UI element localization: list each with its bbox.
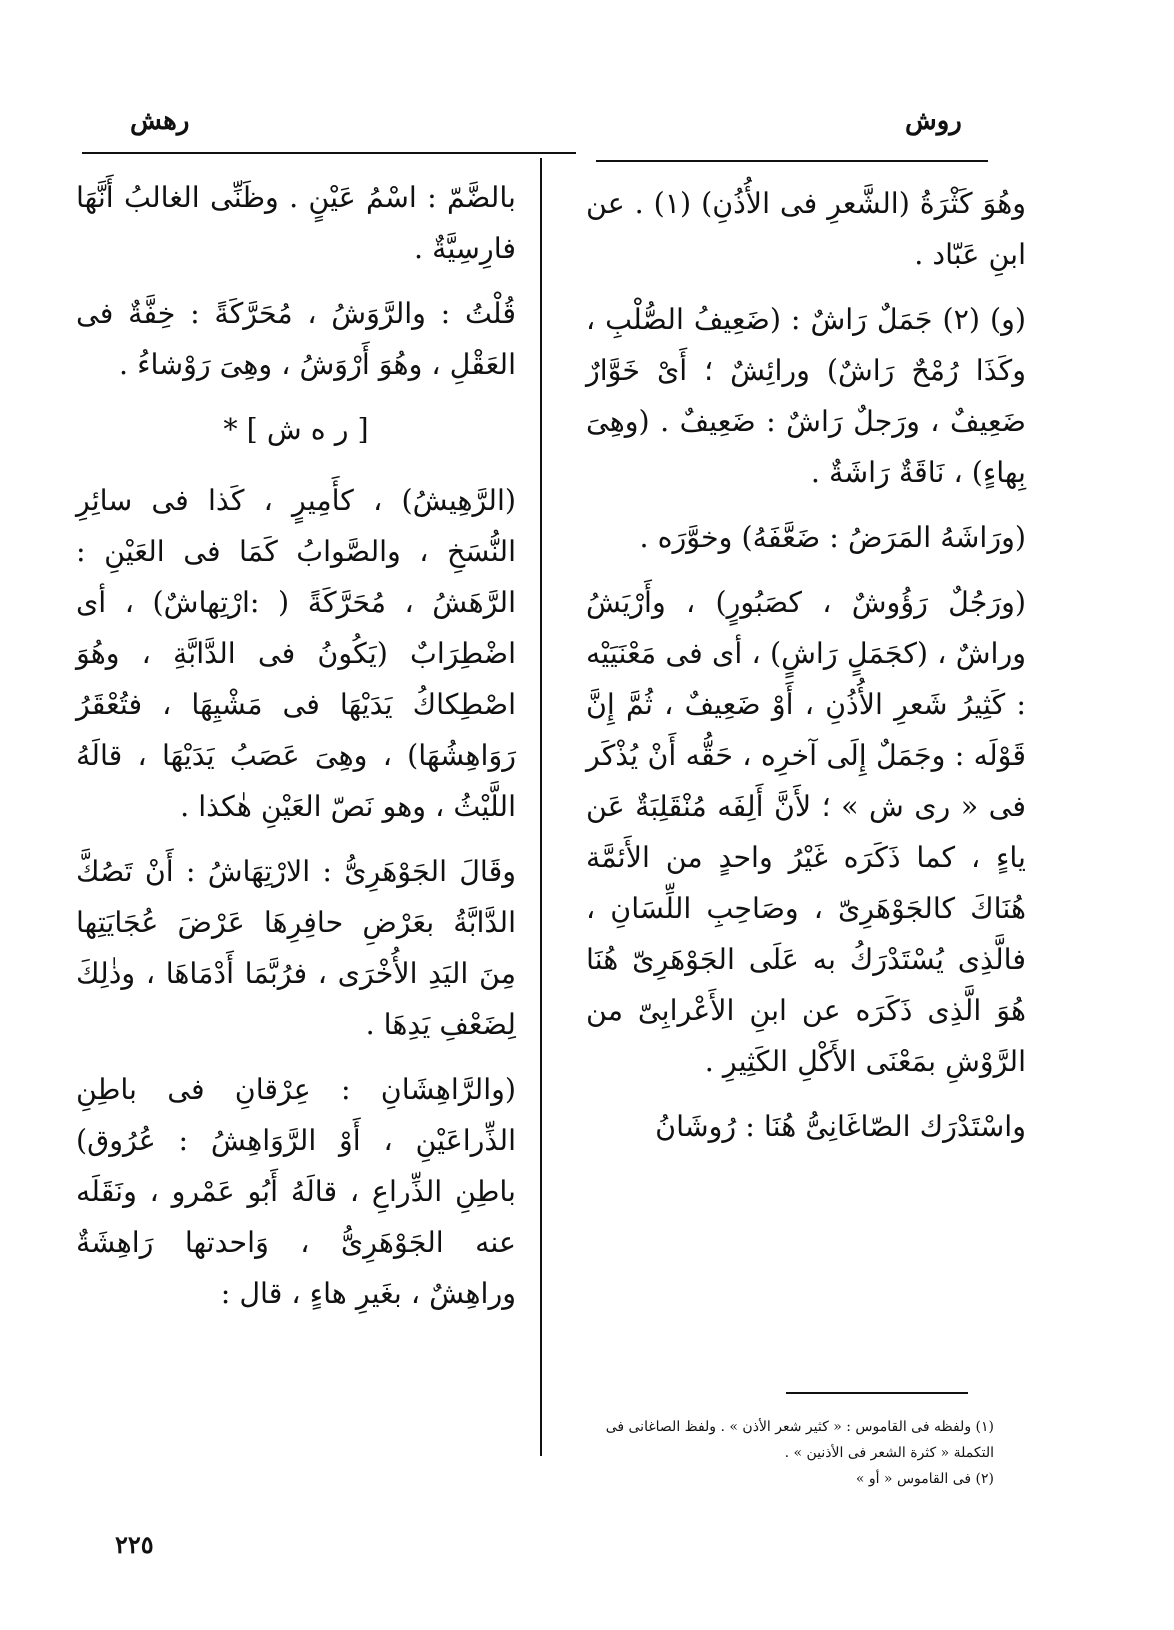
- right-paragraph: (ورَاشَهُ المَرَضُ : ضَعَّفَهُ) وخوَّرَه .: [639, 521, 1026, 554]
- footnotes: [574, 1414, 994, 1492]
- running-header-left: رهش: [130, 106, 190, 136]
- header-rule-left: [82, 152, 576, 154]
- header-rule-right: [596, 160, 988, 162]
- footnote: (١) ولفظه فى القاموس : « كثير شعر الأذن » . ولفظ الصاغانى فى التكملة « كثرة الشعر فى الأذنين » .: [605, 1419, 994, 1461]
- right-column: [586, 178, 1026, 1166]
- entry-heading: [ ر ه ش ] *: [223, 413, 369, 446]
- left-paragraph: قُلْتُ : والرَّوَشُ ، مُحَرَّكَةً : خِفَّةٌ فى العَقْلِ ، وهُوَ أَرْوَشُ ، وهِىَ رَوْشاءُ .: [76, 297, 516, 381]
- page-number: ٢٢٥: [115, 1530, 154, 1559]
- left-paragraph: (الرَّهِيشُ) ، كأَمِيرٍ ، كَذا فى سائِرِ النُّسَخِ ، والصَّوابُ كَمَا فى العَيْنِ : الرَّهَشُ ، مُحَرَّكَةً ( :ارْتِهاشٌ) ، أى اضْطِرَابٌ (يَكُونُ فى الدَّابَّةِ ، وهُوَ اصْطِكاكُ يَدَيْهَا فى مَشْيِهَا ، فتُعْقَرُ رَوَاهِشُهَا) ، وهِىَ عَصَبُ يَدَيْهَا ، قالَهُ اللَّيْثُ ، وهو نَصّ العَيْنِ هٰكذا .: [76, 484, 516, 823]
- left-paragraph: (والرَّاهِشَانِ : عِرْقانِ فى باطِنِ الذِّراعَيْنِ ، أَوْ الرَّوَاهِشُ : عُرُوق) باطِنِ الذِّراعِ ، قالَهُ أَبُو عَمْرو ، ونَقَلَه عنه الجَوْهَرِىُّ ، وَاحدتها رَاهِشَةٌ وراهِشٌ ، بغَيرِ هاءٍ ، قال :: [76, 1073, 516, 1310]
- running-header-right: روش: [905, 106, 962, 136]
- right-paragraph: (و) (٢) جَمَلٌ رَاشٌ : (ضَعِيفُ الصُّلْبِ ، وكَذَا رُمْحٌ رَاشٌ) ورائِشٌ ؛ أَىْ خَوَّارٌ ضَعِيفٌ ، ورَجلٌ رَاشٌ : ضَعِيفٌ . (وهِىَ بِهاءٍ) ، نَاقَةٌ رَاشَةٌ .: [586, 303, 1026, 489]
- left-paragraph: وقَالَ الجَوْهَرِىُّ : الارْتِهَاشُ : أَنْ تَصُكَّ الدَّابَّةُ بعَرْضِ حافِرِهَا عَرْضَ عُجَايَتِها مِنَ اليَدِ الأُخْرَى ، فرُبَّمَا أَدْمَاهَا ، وذٰلِكَ لِضَعْفِ يَدِهَا .: [76, 855, 516, 1041]
- right-paragraph: واسْتَدْرَك الصّاغَانِىُّ هُنَا : رُوشَانُ: [655, 1110, 1026, 1143]
- right-paragraph: (ورَجُلٌ رَؤُوشٌ ، كصَبُورٍ) ، وأَرْيَشُ وراشٌ ، (كجَمَلٍ رَاشٍ) ، أى فى مَعْنَيَيْه : كَثِيرُ شَعرِ الأُذُنِ ، أَوْ ضَعِيفٌ ، ثُمَّ إِنَّ قَوْلَه : وجَمَلٌ إِلَى آخرِه ، حَقُّه أَنْ يُذْكَر فى « رى ش » ؛ لأَنَّ أَلِفَه مُنْقَلِبَةٌ عَن ياءٍ ، كما ذَكَرَه غَيْرُ واحدٍ من الأَئمَّة هُنَاكَ كالجَوْهَرِىّ ، وصَاحِبِ اللِّسَانِ ، فالَّذِى يُسْتَدْرَكُ به عَلَى الجَوْهَرِىّ هُنَا هُوَ الَّذِى ذَكَرَه عن ابنِ الأَعْرابِىّ من الرَّوْشِ بمَعْنَى الأَكْلِ الكَثِيرِ .: [586, 586, 1026, 1078]
- left-column: [76, 172, 516, 1333]
- footnote-rule: [786, 1392, 968, 1394]
- footnote: (٢) فى القاموس « أو »: [855, 1471, 994, 1487]
- right-paragraph: وهُوَ كَثْرَةُ (الشَّعرِ فى الأُذُنِ) (١) . عن ابنِ عَبّاد .: [586, 187, 1026, 271]
- column-divider: [540, 158, 542, 1456]
- left-paragraph: بالضَّمّ : اسْمُ عَيْنٍ . وظَنِّى الغالبُ أَنَّهَا فارِسِيَّةٌ .: [76, 181, 516, 265]
